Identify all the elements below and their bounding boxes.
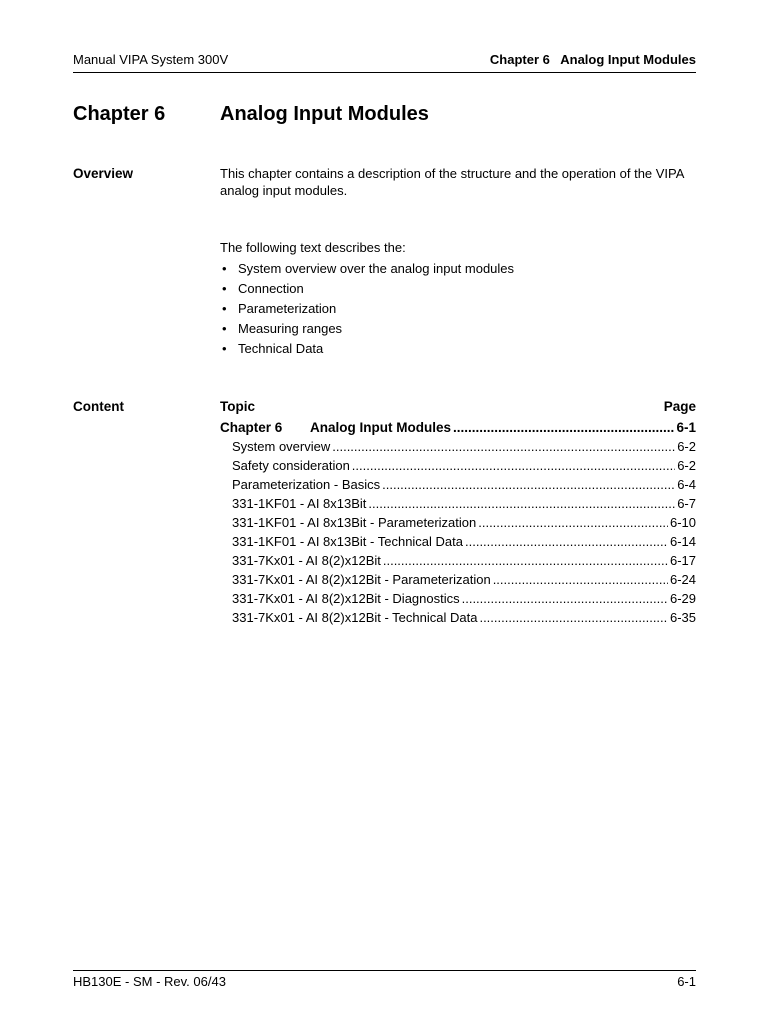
toc-entry-page: 6-17: [669, 553, 696, 568]
bullet-item: • System overview over the analog input modules: [220, 260, 514, 280]
toc-entry[interactable]: [220, 533, 696, 552]
toc-entry-title: Safety consideration: [232, 458, 350, 473]
toc-entry-title: 331-1KF01 - AI 8x13Bit: [232, 496, 367, 511]
toc-entry-title: 331-7Kx01 - AI 8(2)x12Bit - Technical Data: [232, 610, 478, 625]
toc-entry[interactable]: [220, 552, 696, 571]
toc-entry-page: 6-24: [669, 572, 696, 587]
toc-leader-dots: [368, 495, 675, 512]
bullet-item: • Technical Data: [220, 340, 514, 360]
toc-entry-page: 6-10: [669, 515, 696, 530]
toc-leader-dots: [462, 590, 668, 607]
toc-entry-page: 6-35: [669, 610, 696, 625]
toc-chapter-title: Analog Input Modules: [310, 420, 451, 435]
toc-entry-title: 331-7Kx01 - AI 8(2)x12Bit - Parameterization: [232, 572, 491, 587]
header-chapter-title: Chapter 6 Analog Input Modules: [489, 52, 696, 67]
toc-leader-dots: [352, 457, 675, 474]
toc-entry[interactable]: [220, 514, 696, 533]
chapter-title: Analog Input Modules: [220, 103, 429, 125]
toc-entry-title: Parameterization - Basics: [232, 477, 381, 492]
bullet-item: • Parameterization: [220, 300, 514, 320]
toc-leader-dots: [493, 571, 668, 588]
toc-page-number: 6-1: [676, 420, 696, 435]
overview-intro: The following text describes the:: [220, 240, 406, 255]
toc-entry[interactable]: [220, 457, 696, 476]
header-manual-title: Manual VIPA System 300V: [73, 52, 229, 67]
toc-leader-dots: [383, 552, 668, 569]
footer-document-id: HB130E - SM - Rev. 06/43: [73, 974, 226, 989]
table-of-contents: [220, 399, 696, 628]
overview-paragraph: This chapter contains a description of the structure and the operation of the VIPA analog input modules.: [220, 166, 684, 198]
toc-entry-title: 331-7Kx01 - AI 8(2)x12Bit: [232, 553, 381, 568]
bullet-item: • Measuring ranges: [220, 320, 514, 340]
chapter-number: Chapter 6: [73, 103, 166, 125]
toc-leader-dots: [465, 533, 668, 550]
toc-chapter-entry[interactable]: [220, 419, 696, 438]
toc-entry-page: 6-4: [677, 477, 696, 492]
toc-entry-page: 6-29: [669, 591, 696, 606]
footer-rule: [73, 970, 696, 971]
header-rule: [73, 72, 696, 73]
toc-entry-title: 331-1KF01 - AI 8x13Bit - Parameterization: [232, 515, 477, 530]
footer-page-number: 6-1: [677, 974, 696, 989]
toc-entry[interactable]: [220, 438, 696, 457]
toc-entry[interactable]: [220, 476, 696, 495]
toc-leader-dots: [382, 476, 675, 493]
toc-entry[interactable]: [220, 495, 696, 514]
toc-entries: [220, 438, 696, 628]
toc-entry-title: 331-1KF01 - AI 8x13Bit - Technical Data: [232, 534, 463, 549]
toc-topic-header: Topic: [220, 399, 255, 414]
toc-entry-page: 6-7: [677, 496, 696, 511]
toc-page-header: Page: [663, 399, 696, 414]
toc-entry-page: 6-14: [669, 534, 696, 549]
toc-entry[interactable]: [220, 590, 696, 609]
overview-label: Overview: [73, 166, 134, 181]
bullet-item: • Connection: [220, 280, 514, 300]
content-label: Content: [73, 399, 124, 414]
toc-entry[interactable]: [220, 571, 696, 590]
toc-entry[interactable]: [220, 609, 696, 628]
toc-leader-dots: [453, 419, 674, 436]
toc-entry-page: 6-2: [677, 458, 696, 473]
toc-chapter-number: Chapter 6: [220, 420, 283, 435]
toc-header: [220, 399, 696, 419]
toc-leader-dots: [479, 609, 668, 626]
toc-entry-title: System overview: [232, 439, 331, 454]
toc-entry-title: 331-7Kx01 - AI 8(2)x12Bit - Diagnostics: [232, 591, 460, 606]
toc-leader-dots: [478, 514, 668, 531]
toc-leader-dots: [332, 438, 675, 455]
overview-bullet-list: [220, 260, 514, 360]
toc-entry-page: 6-2: [677, 439, 696, 454]
